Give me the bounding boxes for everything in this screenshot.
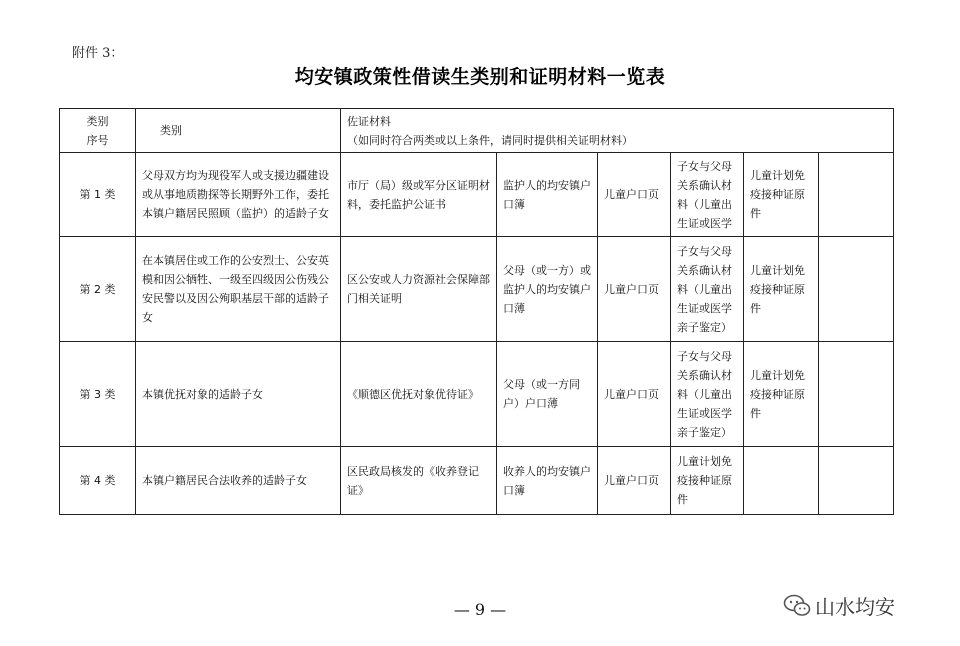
header-proof-title: 佐证材料 bbox=[347, 114, 391, 128]
wechat-icon bbox=[783, 593, 811, 619]
header-proof-cell bbox=[341, 109, 894, 153]
header-proof-note: （如同时符合两类或以上条件，请同时提供相关证明材料） bbox=[347, 133, 633, 147]
attachment-label: 附件 3： bbox=[72, 46, 124, 61]
row-proof-6 bbox=[819, 447, 894, 515]
table-row bbox=[60, 447, 894, 515]
row-index: 第 4 类 bbox=[60, 447, 136, 515]
row-proof-6 bbox=[819, 153, 894, 237]
row-proof-1: 市厅（局）级或军分区证明材料，委托监护公证书 bbox=[341, 153, 497, 237]
row-category: 本镇户籍居民合法收养的适龄子女 bbox=[136, 447, 341, 515]
table-row bbox=[60, 237, 894, 342]
row-proof-4: 子女与父母关系确认材料（儿童出生证或医学亲子鉴定） bbox=[671, 342, 744, 447]
header-category: 类别 bbox=[160, 124, 182, 137]
header-index-line2: 序号 bbox=[86, 133, 109, 147]
category-table bbox=[59, 108, 894, 515]
row-category: 在本镇居住或工作的公安烈士、公安英模和因公牺牲、一级至四级因公伤残公安民警以及因公殉职基层干部的适龄子女 bbox=[136, 237, 341, 342]
row-category: 本镇优抚对象的适龄子女 bbox=[136, 342, 341, 447]
row-proof-3: 儿童户口页 bbox=[598, 447, 671, 515]
row-proof-1: 《顺德区优抚对象优待证》 bbox=[341, 342, 497, 447]
row-proof-2: 父母（或一方同户）户口薄 bbox=[497, 342, 598, 447]
row-proof-1: 区民政局核发的《收养登记证》 bbox=[341, 447, 497, 515]
row-proof-2: 父母（或一方）或监护人的均安镇户口薄 bbox=[497, 237, 598, 342]
page-title: 均安镇政策性借读生类别和证明材料一览表 bbox=[294, 66, 666, 88]
table-row bbox=[60, 153, 894, 237]
row-proof-1: 区公安或人力资源社会保障部门相关证明 bbox=[341, 237, 497, 342]
header-index-line1: 类别 bbox=[86, 114, 109, 128]
page-number: — 9 — bbox=[453, 600, 507, 619]
row-category: 父母双方均为现役军人或支援边疆建设或从事地质勘探等长期野外工作，委托本镇户籍居民照顾（监护）的适龄子女 bbox=[136, 153, 341, 237]
row-proof-5: 儿童计划免疫接种证原件 bbox=[744, 237, 819, 342]
row-proof-6 bbox=[819, 342, 894, 447]
row-proof-3: 儿童户口页 bbox=[598, 153, 671, 237]
row-proof-2: 监护人的均安镇户口簿 bbox=[497, 153, 598, 237]
row-proof-5 bbox=[744, 447, 819, 515]
table-row bbox=[60, 342, 894, 447]
row-proof-2: 收养人的均安镇户口簿 bbox=[497, 447, 598, 515]
row-proof-4: 子女与父母关系确认材料（儿童出生证或医学亲子鉴定） bbox=[671, 237, 744, 342]
watermark-text: 山水均安 bbox=[815, 595, 895, 619]
row-index: 第 2 类 bbox=[60, 237, 136, 342]
watermark bbox=[783, 591, 895, 620]
row-proof-4: 儿童计划免疫接种证原件 bbox=[671, 447, 744, 515]
row-index: 第 3 类 bbox=[60, 342, 136, 447]
row-proof-6 bbox=[819, 237, 894, 342]
row-proof-3: 儿童户口页 bbox=[598, 342, 671, 447]
row-proof-4: 子女与父母关系确认材料（儿童出生证或医学 bbox=[671, 153, 744, 237]
header-category-cell bbox=[136, 109, 341, 153]
row-index: 第 1 类 bbox=[60, 153, 136, 237]
table-header-row bbox=[60, 109, 894, 153]
row-proof-5: 儿童计划免疫接种证原件 bbox=[744, 342, 819, 447]
header-index-cell bbox=[60, 109, 136, 153]
row-proof-3: 儿童户口页 bbox=[598, 237, 671, 342]
row-proof-5: 儿童计划免疫接种证原件 bbox=[744, 153, 819, 237]
